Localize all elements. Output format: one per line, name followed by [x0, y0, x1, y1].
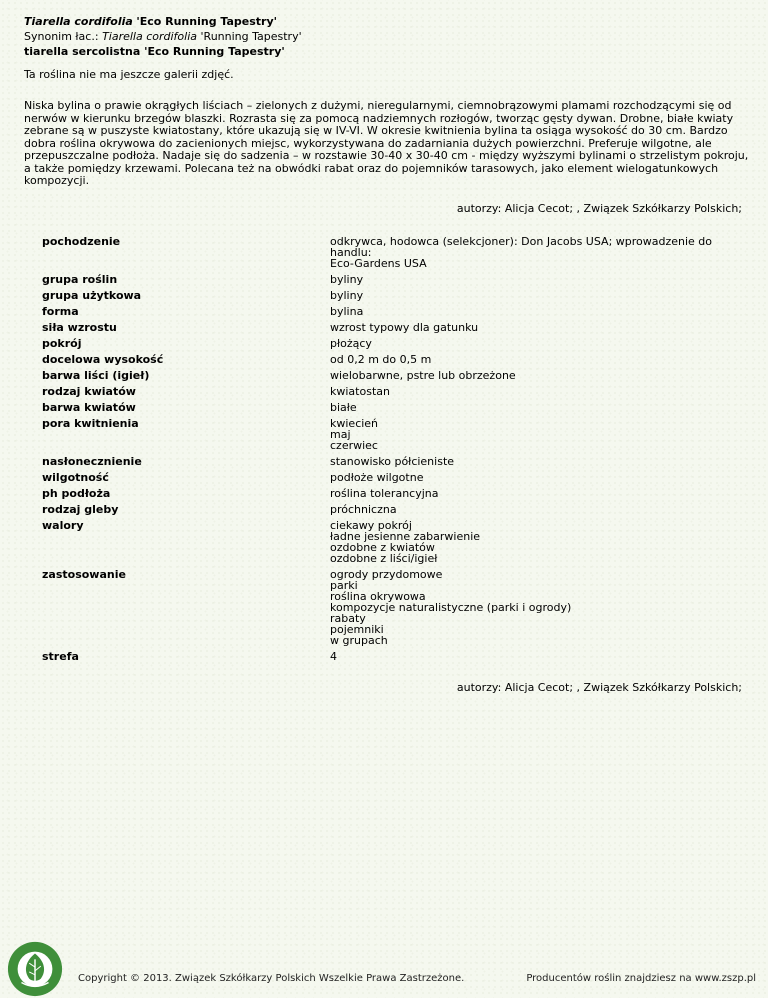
attribute-row	[42, 649, 748, 665]
attribute-value-line: ogrody przydomowe	[330, 567, 443, 581]
attribute-row	[42, 486, 748, 502]
attribute-row	[42, 320, 748, 336]
attribute-value-line: czerwiec	[330, 438, 378, 452]
zszp-logo-icon	[6, 940, 64, 998]
attribute-row	[42, 352, 748, 368]
plant-title	[24, 14, 748, 29]
attribute-key: pora kwitnienia	[42, 416, 139, 430]
attribute-key: nasłonecznienie	[42, 454, 142, 468]
attribute-value-line: parki	[330, 578, 358, 592]
attribute-key: barwa kwiatów	[42, 400, 136, 414]
attribute-value-line: bylina	[330, 304, 364, 318]
attribute-key: ph podłoża	[42, 486, 111, 500]
attribute-value-line: roślina tolerancyjna	[330, 486, 439, 500]
attribute-value-line: byliny	[330, 288, 364, 302]
attribute-value-line: stanowisko półcieniste	[330, 454, 455, 468]
plant-page	[24, 14, 748, 695]
attributes-table	[42, 234, 748, 665]
attribute-value-line: roślina okrywowa	[330, 589, 426, 603]
attribute-value-line: kompozycje naturalistyczne (parki i ogrody)	[330, 600, 572, 614]
attribute-row	[42, 454, 748, 470]
attribute-value-line: próchniczna	[330, 502, 397, 516]
cultivar-name: 'Eco Running Tapestry'	[136, 15, 278, 28]
authors-bottom: autorzy: Alicja Cecot; , Związek Szkółkarzy Polskich;	[456, 680, 742, 694]
attribute-value-line: maj	[330, 427, 351, 441]
attribute-row	[42, 416, 748, 454]
attribute-value-line: rabaty	[330, 611, 366, 625]
attribute-key: grupa roślin	[42, 272, 118, 286]
synonym-latin: Tiarella cordifolia	[102, 30, 198, 43]
producers-link[interactable]: Producentów roślin znajdziesz na www.zszp.pl	[526, 973, 756, 984]
attribute-value-line: podłoże wilgotne	[330, 470, 424, 484]
attribute-value	[330, 518, 748, 567]
attribute-value	[330, 470, 748, 486]
attribute-key: barwa liści (igieł)	[42, 368, 150, 382]
synonym-cultivar: 'Running Tapestry'	[200, 30, 302, 43]
attribute-key: grupa użytkowa	[42, 288, 142, 302]
attribute-row	[42, 384, 748, 400]
attribute-value-line: ozdobne z kwiatów	[330, 540, 435, 554]
attribute-value-line: pojemniki	[330, 622, 384, 636]
latin-name: Tiarella cordifolia	[24, 15, 133, 28]
attribute-row	[42, 368, 748, 384]
attribute-row	[42, 288, 748, 304]
polish-name: tiarella sercolistna 'Eco Running Tapestry'	[24, 45, 285, 58]
synonym-prefix: Synonim łac.:	[24, 30, 99, 43]
attribute-value-line: 4	[330, 649, 337, 663]
attribute-value-line: w grupach	[330, 633, 388, 647]
attribute-value-line: białe	[330, 400, 357, 414]
attribute-row	[42, 234, 748, 272]
attribute-value	[330, 320, 748, 336]
attribute-key: rodzaj kwiatów	[42, 384, 136, 398]
attribute-value	[330, 234, 748, 272]
attribute-value-line: wielobarwne, pstre lub obrzeżone	[330, 368, 516, 382]
attribute-row	[42, 272, 748, 288]
attribute-row	[42, 470, 748, 486]
attribute-value-line: kwiecień	[330, 416, 379, 430]
attribute-value-line: płożący	[330, 336, 372, 350]
copyright-text: Copyright © 2013. Związek Szkółkarzy Polskich Wszelkie Prawa Zastrzeżone.	[78, 973, 465, 984]
authors-top: autorzy: Alicja Cecot; , Związek Szkółkarzy Polskich;	[456, 201, 742, 215]
attribute-key: siła wzrostu	[42, 320, 117, 334]
attribute-value	[330, 304, 748, 320]
attribute-key: zastosowanie	[42, 567, 126, 581]
attribute-row	[42, 304, 748, 320]
attribute-value	[330, 502, 748, 518]
attribute-key: walory	[42, 518, 84, 532]
attribute-value	[330, 400, 748, 416]
synonym-line	[24, 29, 748, 44]
attribute-row	[42, 567, 748, 649]
attribute-row	[42, 400, 748, 416]
attribute-key: strefa	[42, 649, 79, 663]
attribute-value	[330, 336, 748, 352]
attribute-value	[330, 416, 748, 454]
attribute-key: wilgotność	[42, 470, 109, 484]
footer	[0, 936, 768, 994]
attribute-value-line: ładne jesienne zabarwienie	[330, 529, 481, 543]
attribute-value	[330, 384, 748, 400]
attribute-key: pokrój	[42, 336, 82, 350]
attribute-row	[42, 336, 748, 352]
attribute-value	[330, 649, 748, 665]
attribute-value	[330, 288, 748, 304]
attribute-value-line: ciekawy pokrój	[330, 518, 412, 532]
attribute-value	[330, 454, 748, 470]
attribute-value-line: byliny	[330, 272, 364, 286]
attribute-value-line: od 0,2 m do 0,5 m	[330, 352, 432, 366]
attribute-value-line: kwiatostan	[330, 384, 390, 398]
attribute-value	[330, 486, 748, 502]
attribute-key: forma	[42, 304, 79, 318]
attribute-value	[330, 272, 748, 288]
attribute-row	[42, 502, 748, 518]
attribute-key: docelowa wysokość	[42, 352, 164, 366]
attribute-row	[42, 518, 748, 567]
attribute-value	[330, 352, 748, 368]
attribute-value-line: ozdobne z liści/igieł	[330, 551, 438, 565]
attribute-value	[330, 567, 748, 649]
plant-description: Niska bylina o prawie okrągłych liściach – zielonych z dużymi, nieregularnymi, ciemnobrązowymi plamami rozchodzącymi się od nerwów w kierunku brzegów blaszki. Rozrasta się za pomocą nadziemnych rozłogów, tworząc gęsty dywan. Drobne, białe kwiaty zebrane są w puszyste kwiatostany, które ukazują się w IV-VI. W okresie kwitnienia bylina ta osiąga wysokość do 30 cm. Bardzo dobra roślina okrywowa do zacienionych miejsc, wykorzystywana do zadarniania dużych powierzchni. Preferuje wilgotne, ale przepuszczalne podłoża. Nadaje się do sadzenia – w rozstawie 30-40 x 30-40 cm - między wyższymi bylinami o strzelistym pokroju, a także pomiędzy krzewami. Polecana też na obwódki rabat oraz do pojemników tarasowych, jako element wielogatunkowych kompozycji.	[24, 99, 749, 187]
attribute-key: pochodzenie	[42, 234, 121, 248]
no-gallery-note: Ta roślina nie ma jeszcze galerii zdjęć.	[24, 68, 234, 81]
attribute-value	[330, 368, 748, 384]
attribute-key: rodzaj gleby	[42, 502, 119, 516]
attribute-value-line: odkrywca, hodowca (selekcjoner): Don Jacobs USA; wprowadzenie do handlu:	[330, 234, 713, 259]
attribute-value-line: wzrost typowy dla gatunku	[330, 320, 479, 334]
attribute-value-line: Eco-Gardens USA	[330, 256, 427, 270]
